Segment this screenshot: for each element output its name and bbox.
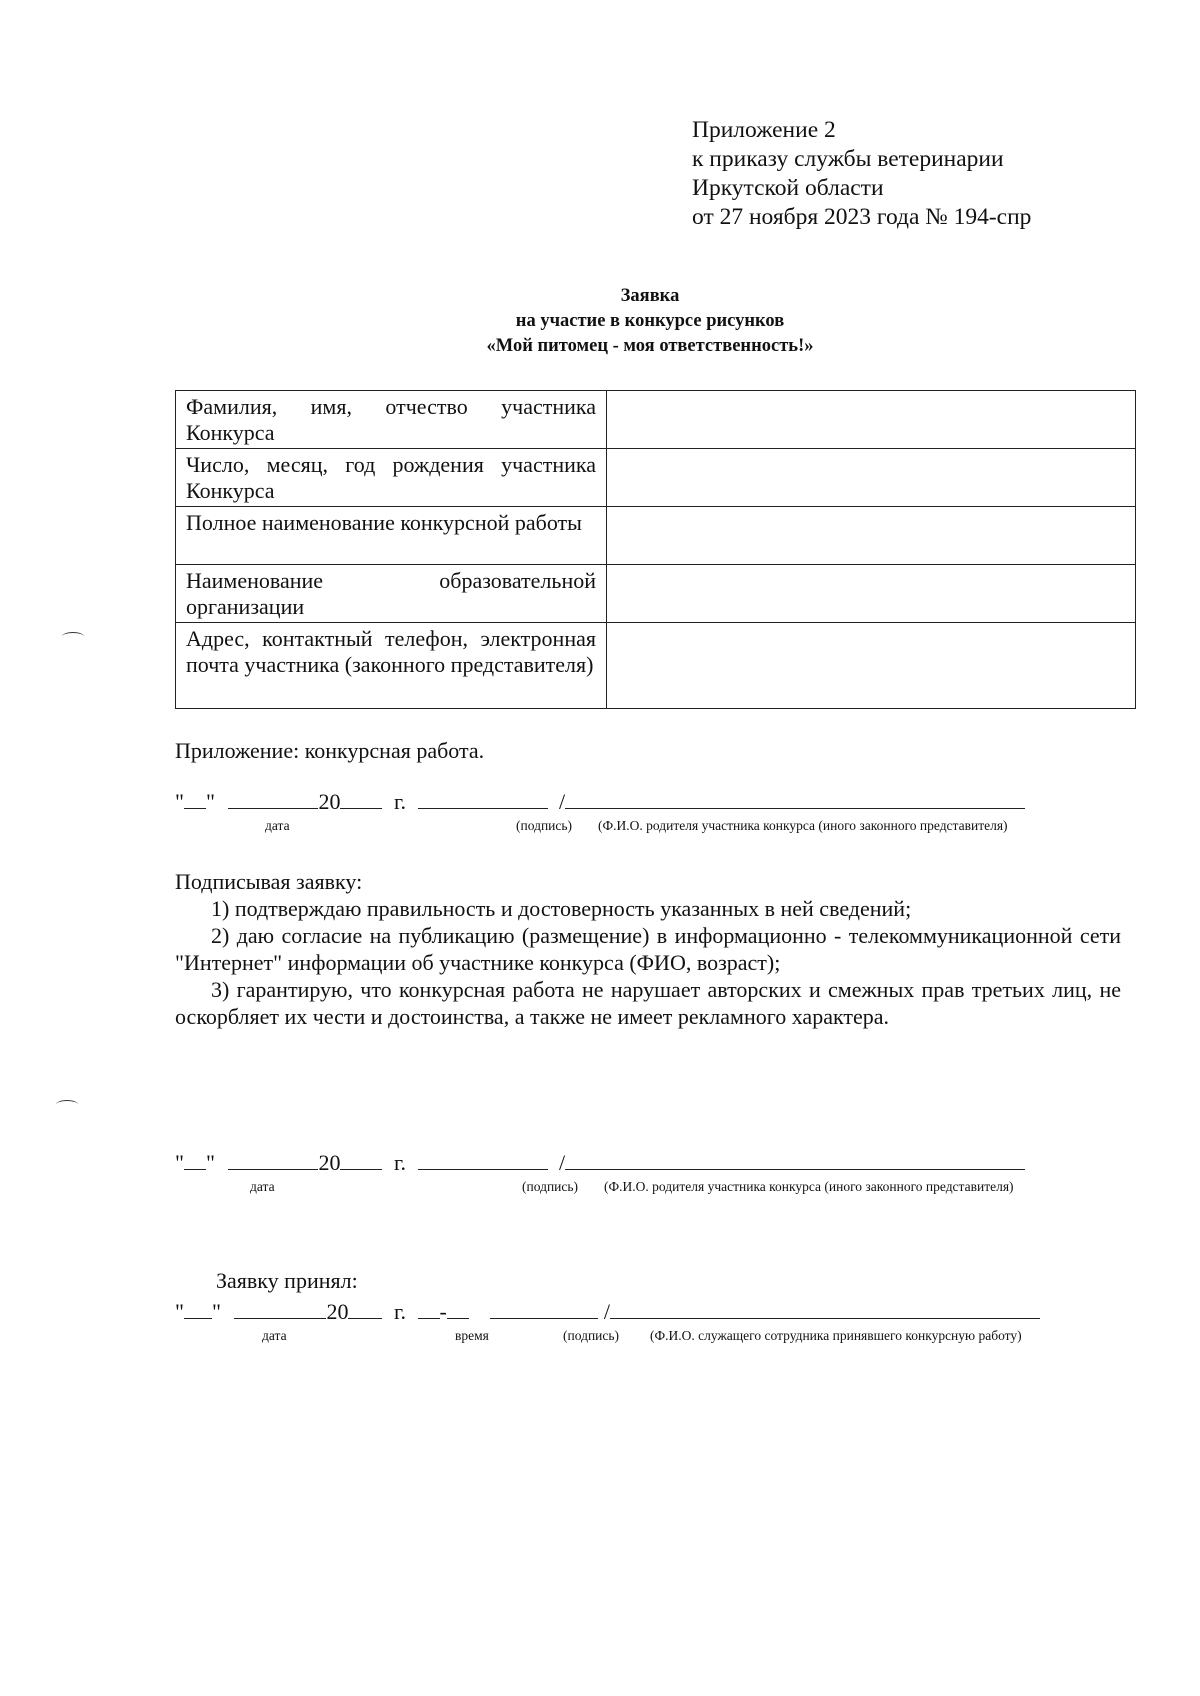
form-label: Полное наименование конкурсной работы [176, 507, 607, 565]
form-value-cell[interactable] [607, 623, 1136, 709]
minute-blank[interactable] [447, 1298, 469, 1319]
time-dash: - [439, 1299, 447, 1324]
appendix-line: к приказу службы ветеринарии [692, 146, 1004, 172]
hour-blank[interactable] [418, 1298, 440, 1319]
consent-item-3: 3) гарантирую, что конкурсная работа не нарушает авторских и смежных прав третьих лиц, не оскорбляет их чести и достоинства, а также не имеет рекламного характера. [175, 977, 1121, 1029]
month-blank[interactable] [228, 1149, 318, 1170]
attachment-note: Приложение: конкурсная работа. [175, 738, 485, 763]
caption-parent-name: (Ф.И.О. родителя участника конкурса (иного законного представителя) [604, 1179, 1014, 1194]
caption-date: дата [262, 1328, 287, 1343]
application-form-table [175, 390, 1136, 709]
form-value-cell[interactable] [607, 565, 1136, 623]
day-blank[interactable] [184, 1298, 212, 1319]
title-line: на участие в конкурсе рисунков [515, 311, 785, 331]
signature-line-1 [175, 788, 1025, 815]
consent-block [175, 868, 1121, 1030]
appendix-line: Приложение 2 [692, 117, 836, 143]
quote-close: " [205, 789, 215, 814]
caption-time: время [455, 1328, 489, 1343]
day-blank[interactable] [184, 788, 206, 809]
caption-signature: (подпись) [563, 1328, 620, 1343]
caption-signature: (подпись) [522, 1179, 579, 1194]
form-label: Фамилия, имя, отчество участника Конкурса [176, 391, 607, 449]
form-value-cell[interactable] [607, 391, 1136, 449]
quote-open: " [175, 789, 184, 814]
slash: / [559, 789, 566, 814]
year-prefix: 20 [318, 789, 341, 814]
year-suffix: г. [393, 789, 407, 814]
accepted-label: Заявку принял: [216, 1268, 358, 1293]
form-row [176, 507, 1136, 565]
form-label: Число, месяц, год рождения участника Конкурса [176, 449, 607, 507]
form-value-cell[interactable] [607, 507, 1136, 565]
year-blank[interactable] [340, 788, 382, 809]
year-suffix: г. [393, 1150, 407, 1175]
form-label: Наименование образовательной организации [176, 565, 607, 623]
signature-blank[interactable] [490, 1298, 598, 1319]
parent-name-blank[interactable] [565, 1149, 1025, 1170]
day-blank[interactable] [184, 1149, 206, 1170]
quote-open: " [175, 1150, 184, 1175]
caption-date: дата [265, 818, 290, 833]
form-value-cell[interactable] [607, 449, 1136, 507]
year-prefix: 20 [318, 1150, 341, 1175]
form-row [176, 623, 1136, 709]
form-row [176, 449, 1136, 507]
signature-line-3 [175, 1298, 1040, 1325]
month-blank[interactable] [234, 1298, 326, 1319]
appendix-line: Иркутской области [692, 175, 884, 201]
employee-name-blank[interactable] [610, 1298, 1040, 1319]
quote-close: " [205, 1150, 215, 1175]
caption-date: дата [250, 1179, 275, 1194]
signature-blank[interactable] [418, 1149, 548, 1170]
quote-close: " [211, 1299, 221, 1324]
month-blank[interactable] [228, 788, 318, 809]
year-blank[interactable] [348, 1298, 382, 1319]
form-row [176, 565, 1136, 623]
caption-employee-name: (Ф.И.О. служащего сотрудника принявшего конкурсную работу) [650, 1328, 1022, 1343]
scan-mark [56, 1100, 78, 1109]
parent-name-blank[interactable] [565, 788, 1025, 809]
title-line: «Мой питомец - моя ответственность!» [486, 336, 814, 356]
signature-blank[interactable] [418, 788, 548, 809]
consent-item-1: 1) подтверждаю правильность и достоверность указанных в ней сведений; [211, 896, 912, 921]
form-row [176, 391, 1136, 449]
quote-open: " [175, 1299, 184, 1324]
year-blank[interactable] [340, 1149, 382, 1170]
year-suffix: г. [393, 1299, 407, 1324]
slash: / [603, 1299, 610, 1324]
consent-intro: Подписывая заявку: [175, 869, 363, 894]
form-label: Адрес, контактный телефон, электронная почта участника (законного представителя) [176, 623, 607, 709]
signature-line-2 [175, 1149, 1025, 1176]
title-line: Заявка [620, 286, 680, 306]
caption-parent-name: (Ф.И.О. родителя участника конкурса (иного законного представителя) [598, 818, 1008, 833]
scan-mark [62, 632, 84, 641]
caption-signature: (подпись) [516, 818, 573, 833]
appendix-line: от 27 ноября 2023 года № 194-спр [692, 204, 1032, 230]
appendix-header [692, 116, 1031, 232]
slash: / [559, 1150, 566, 1175]
consent-item-2: 2) даю согласие на публикацию (размещение) в информационно - телекоммуникационной сети "Интернет" информации об участнике конкурса (ФИО, возраст); [175, 923, 1121, 975]
year-prefix: 20 [326, 1299, 349, 1324]
document-title [300, 284, 1000, 359]
